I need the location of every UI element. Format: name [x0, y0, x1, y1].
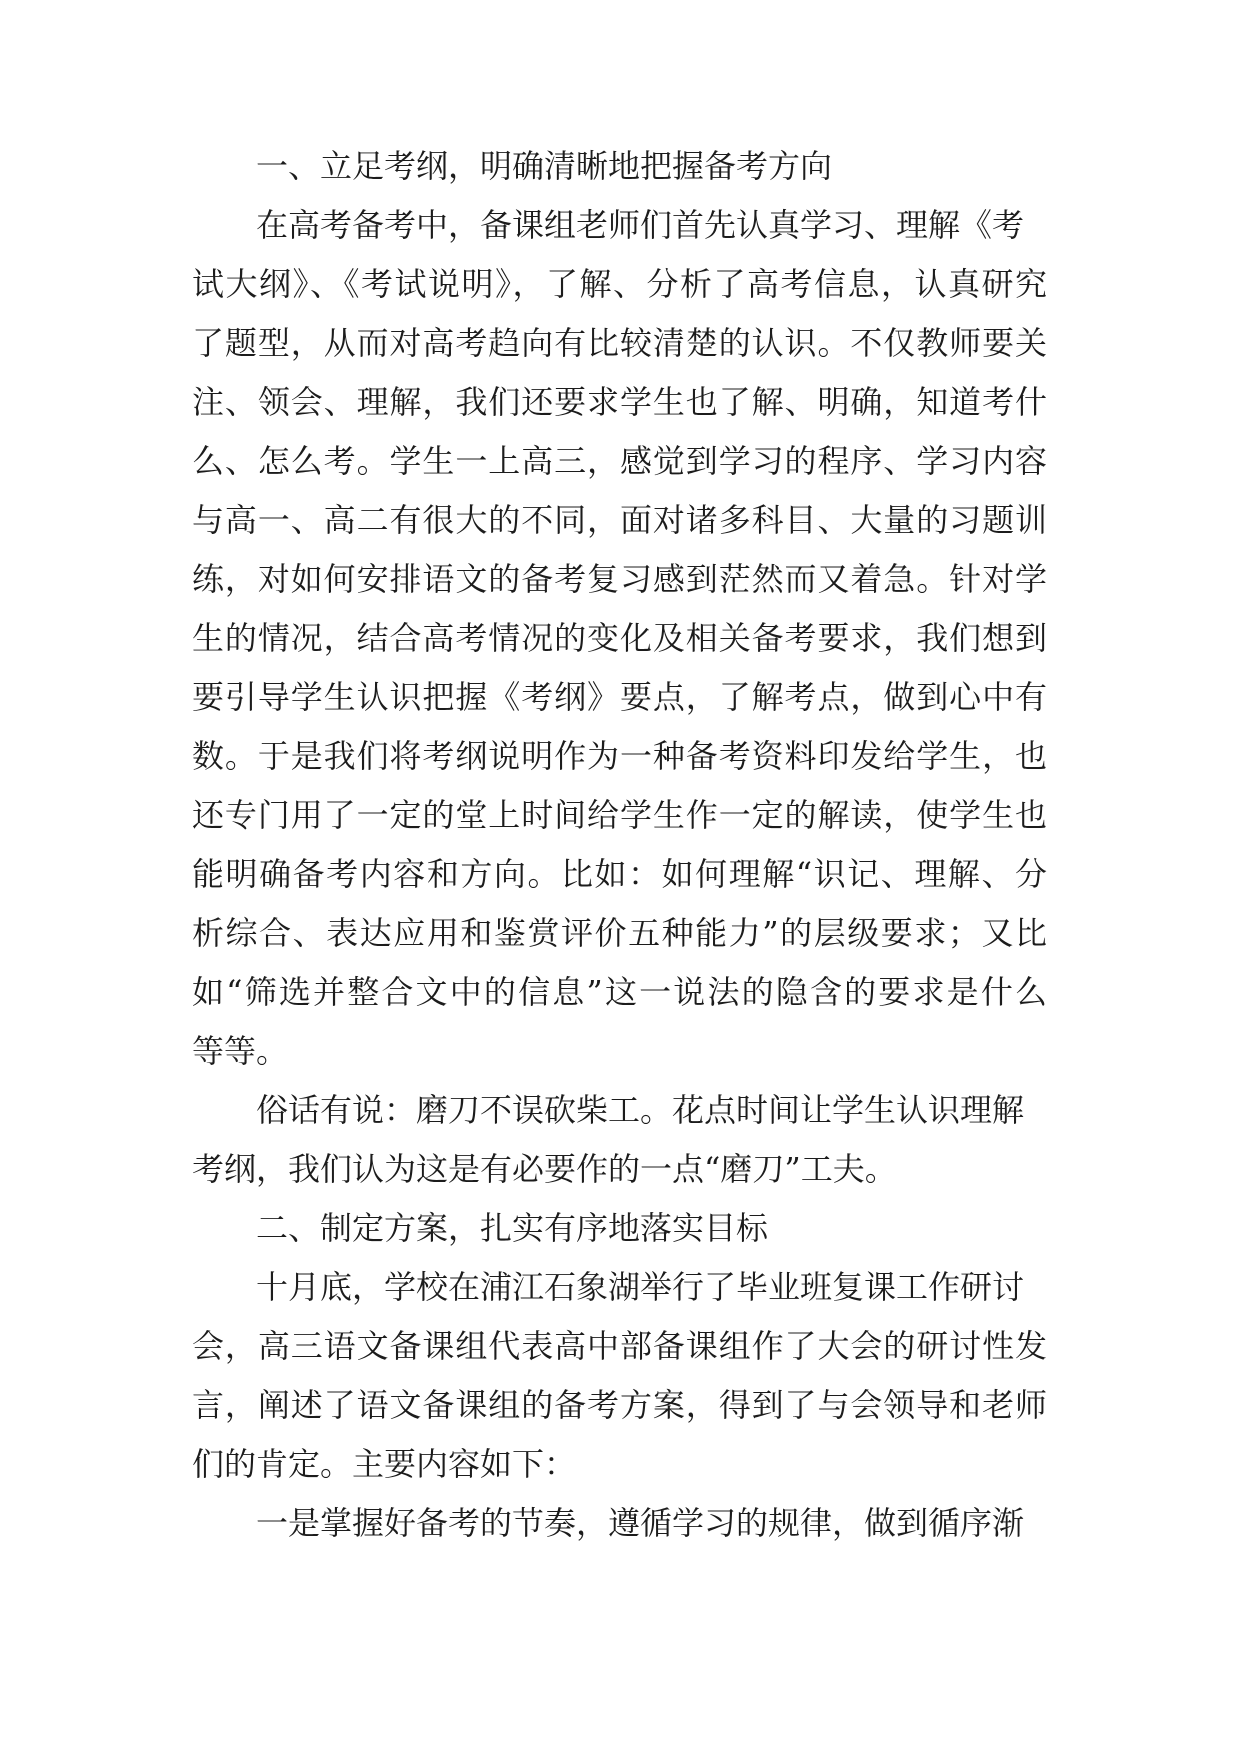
- paragraph-line: 一是掌握好备考的节奏，遵循学习的规律，做到循序渐: [256, 1504, 1025, 1542]
- paragraph-line: 言，阐述了语文备课组的备考方案，得到了与会领导和老师: [192, 1386, 1047, 1424]
- paragraph-line: 析综合、表达应用和鉴赏评价五种能力”的层级要求；又比: [192, 914, 1047, 952]
- paragraph-line: 生的情况，结合高考情况的变化及相关备考要求，我们想到: [192, 619, 1047, 657]
- paragraph-line: 了题型，从而对高考趋向有比较清楚的认识。不仅教师要关: [192, 324, 1047, 362]
- paragraph-line: 练，对如何安排语文的备考复习感到茫然而又着急。针对学: [192, 560, 1047, 598]
- paragraph-line: 能明确备考内容和方向。比如：如何理解“识记、理解、分: [192, 855, 1047, 893]
- paragraph-line: 在高考备考中，备课组老师们首先认真学习、理解《考: [256, 206, 1025, 244]
- section-heading-1: 一、立足考纲，明确清晰地把握备考方向: [256, 147, 833, 185]
- paragraph-line: 还专门用了一定的堂上时间给学生作一定的解读，使学生也: [192, 796, 1047, 834]
- section-heading-2: 二、制定方案，扎实有序地落实目标: [256, 1209, 769, 1247]
- paragraph-line: 会，高三语文备课组代表高中部备课组作了大会的研讨性发: [192, 1327, 1047, 1365]
- paragraph-line: 注、领会、理解，我们还要求学生也了解、明确，知道考什: [192, 383, 1047, 421]
- paragraph-line: 俗话有说：磨刀不误砍柴工。花点时间让学生认识理解: [256, 1091, 1025, 1129]
- paragraph-line: 么、怎么考。学生一上高三，感觉到学习的程序、学习内容: [192, 442, 1047, 480]
- paragraph-line: 考纲，我们认为这是有必要作的一点“磨刀”工夫。: [192, 1150, 897, 1188]
- paragraph-line: 十月底，学校在浦江石象湖举行了毕业班复课工作研讨: [256, 1268, 1025, 1306]
- paragraph-line: 如“筛选并整合文中的信息”这一说法的隐含的要求是什么: [192, 973, 1047, 1011]
- paragraph-line: 数。于是我们将考纲说明作为一种备考资料印发给学生，也: [192, 737, 1047, 775]
- paragraph-line: 与高一、高二有很大的不同，面对诸多科目、大量的习题训: [192, 501, 1047, 539]
- paragraph-line: 试大纲》、《考试说明》，了解、分析了高考信息，认真研究: [192, 265, 1047, 303]
- paragraph-line: 要引导学生认识把握《考纲》要点，了解考点，做到心中有: [192, 678, 1047, 716]
- paragraph-line: 等等。: [192, 1032, 289, 1070]
- paragraph-line: 们的肯定。主要内容如下：: [192, 1445, 577, 1483]
